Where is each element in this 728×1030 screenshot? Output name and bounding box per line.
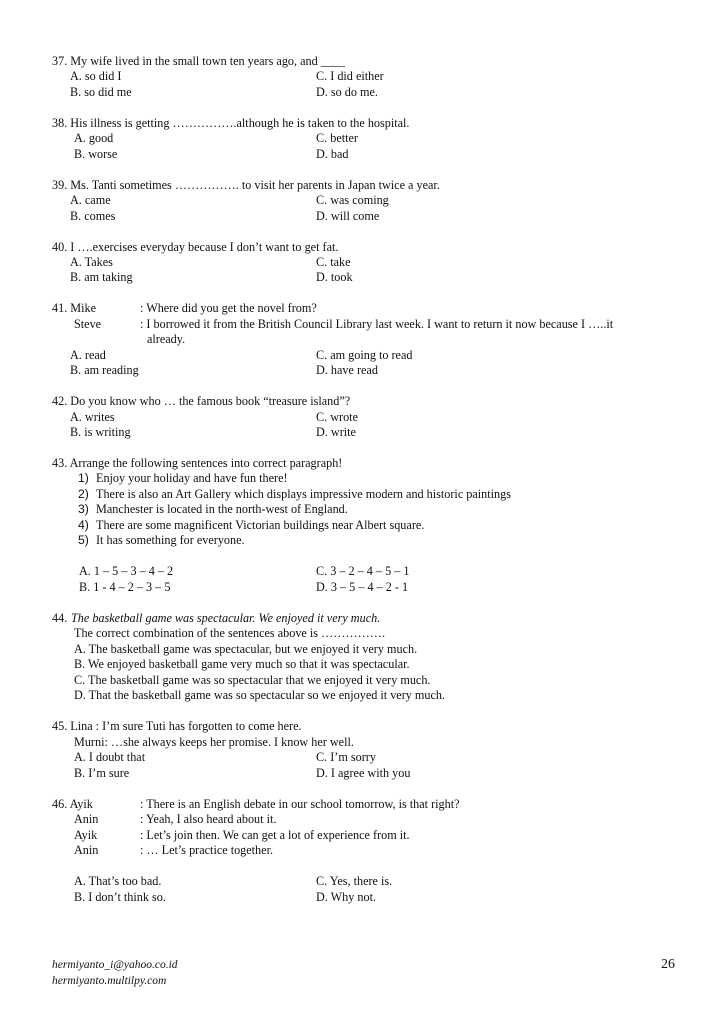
q41-option-b: B. am reading (70, 363, 139, 377)
q38-option-a: A. good (74, 131, 114, 145)
question-39-stem: 39. Ms. Tanti sometimes ……………. to visit her parents in Japan twice a year. (52, 178, 440, 192)
q46-speaker: Ayik (74, 828, 98, 842)
question-40-stem: 40. I ….exercises everyday because I don’t want to get fat. (52, 240, 339, 254)
q44-instruction: The correct combination of the sentences above is ……………. (74, 626, 386, 640)
q46-speaker: 46. Ayik (52, 797, 93, 811)
q46-option-a: A. That’s too bad. (74, 874, 162, 888)
question-42-stem: 42. Do you know who … the famous book “treasure island”? (52, 394, 351, 408)
q41-line-1: : Where did you get the novel from? (140, 301, 317, 315)
question-37-stem: 37. My wife lived in the small town ten years ago, and ____ (52, 54, 346, 68)
question-45-stem: 45. Lina : I’m sure Tuti has forgotten to come here. (52, 719, 302, 733)
q46-line: : Let’s join then. We can get a lot of experience from it. (140, 828, 410, 842)
q42-option-a: A. writes (70, 410, 115, 424)
question-44-number: 44. (52, 611, 68, 625)
q43-item-text: There are some magnificent Victorian buildings near Albert square. (96, 518, 425, 532)
q44-option-d: D. That the basketball game was so spectacular so we enjoyed it very much. (74, 688, 446, 702)
q43-item-number: 4) (78, 518, 89, 532)
q44-option-c: C. The basketball game was so spectacular that we enjoyed it very much. (74, 673, 431, 687)
q43-item-number: 3) (78, 502, 89, 516)
q43-item-text: It has something for everyone. (96, 533, 245, 547)
q39-option-b: B. comes (70, 209, 116, 223)
question-44-stem: The basketball game was spectacular. We enjoyed it very much. (71, 611, 381, 625)
q43-item-number: 2) (78, 487, 89, 501)
q41-speaker-1: 41. Mike (52, 301, 97, 315)
q44-option-a: A. The basketball game was spectacular, but we enjoyed it very much. (74, 642, 418, 656)
q43-option-b: B. 1 - 4 – 2 – 3 – 5 (79, 580, 171, 594)
q43-item-text: Enjoy your holiday and have fun there! (96, 471, 288, 485)
q45-option-a: A. I doubt that (74, 750, 146, 764)
q43-item-number: 1) (78, 471, 89, 485)
q40-option-a: A. Takes (70, 255, 113, 269)
q39-option-d: D. will come (316, 209, 380, 223)
q40-option-c: C. take (316, 255, 351, 269)
q46-line: : … Let’s practice together. (140, 843, 273, 857)
q44-option-b: B. We enjoyed basketball game very much so that it was spectacular. (74, 657, 410, 671)
q40-option-b: B. am taking (70, 270, 133, 284)
q41-option-d: D. have read (316, 363, 378, 377)
q46-option-b: B. I don’t think so. (74, 890, 166, 904)
q38-option-d: D. bad (316, 147, 349, 161)
q46-option-d: D. Why not. (316, 890, 377, 904)
footer-email: hermiyanto_i@yahoo.co.id (52, 959, 178, 971)
q43-item-text: Manchester is located in the north-west of England. (96, 502, 348, 516)
q46-line: : There is an English debate in our school tomorrow, is that right? (140, 797, 460, 811)
q39-option-c: C. was coming (316, 193, 389, 207)
q45-option-c: C. I’m sorry (316, 750, 376, 764)
q45-option-b: B. I’m sure (74, 766, 130, 780)
q46-speaker: Anin (74, 843, 99, 857)
footer-website: hermiyanto.multilpy.com (52, 975, 167, 987)
q43-option-a: A. 1 – 5 – 3 – 4 – 2 (79, 564, 174, 578)
q37-option-d: D. so do me. (316, 85, 378, 99)
q37-option-a: A. so did I (70, 69, 122, 83)
q42-option-c: C. wrote (316, 410, 358, 424)
q45-response: Murni: …she always keeps her promise. I know her well. (74, 735, 354, 749)
q43-item-text: There is also an Art Gallery which displays impressive modern and historic paintings (96, 487, 511, 501)
q46-option-c: C. Yes, there is. (316, 874, 393, 888)
q39-option-a: A. came (70, 193, 111, 207)
q45-option-d: D. I agree with you (316, 766, 411, 780)
q41-line-2-cont: already. (147, 332, 186, 346)
page-number: 26 (661, 957, 675, 972)
q38-option-c: C. better (316, 131, 358, 145)
question-43-stem: 43. Arrange the following sentences into correct paragraph! (52, 456, 343, 470)
q42-option-b: B. is writing (70, 425, 131, 439)
q40-option-d: D. took (316, 270, 353, 284)
q43-item-number: 5) (78, 533, 89, 547)
q37-option-c: C. I did either (316, 69, 384, 83)
q43-option-d: D. 3 – 5 – 4 – 2 - 1 (316, 580, 409, 594)
q42-option-d: D. write (316, 425, 356, 439)
q46-line: : Yeah, I also heard about it. (140, 812, 277, 826)
q43-option-c: C. 3 – 2 – 4 – 5 – 1 (316, 564, 410, 578)
q37-option-b: B. so did me (70, 85, 132, 99)
q41-speaker-2: Steve (74, 317, 102, 331)
q41-option-c: C. am going to read (316, 348, 413, 362)
question-38-stem: 38. His illness is getting …………….although he is taken to the hospital. (52, 116, 410, 130)
q41-line-2: : I borrowed it from the British Council Library last week. I want to return it now because I …..it (140, 317, 614, 331)
q38-option-b: B. worse (74, 147, 118, 161)
q46-speaker: Anin (74, 812, 99, 826)
q41-option-a: A. read (70, 348, 106, 362)
